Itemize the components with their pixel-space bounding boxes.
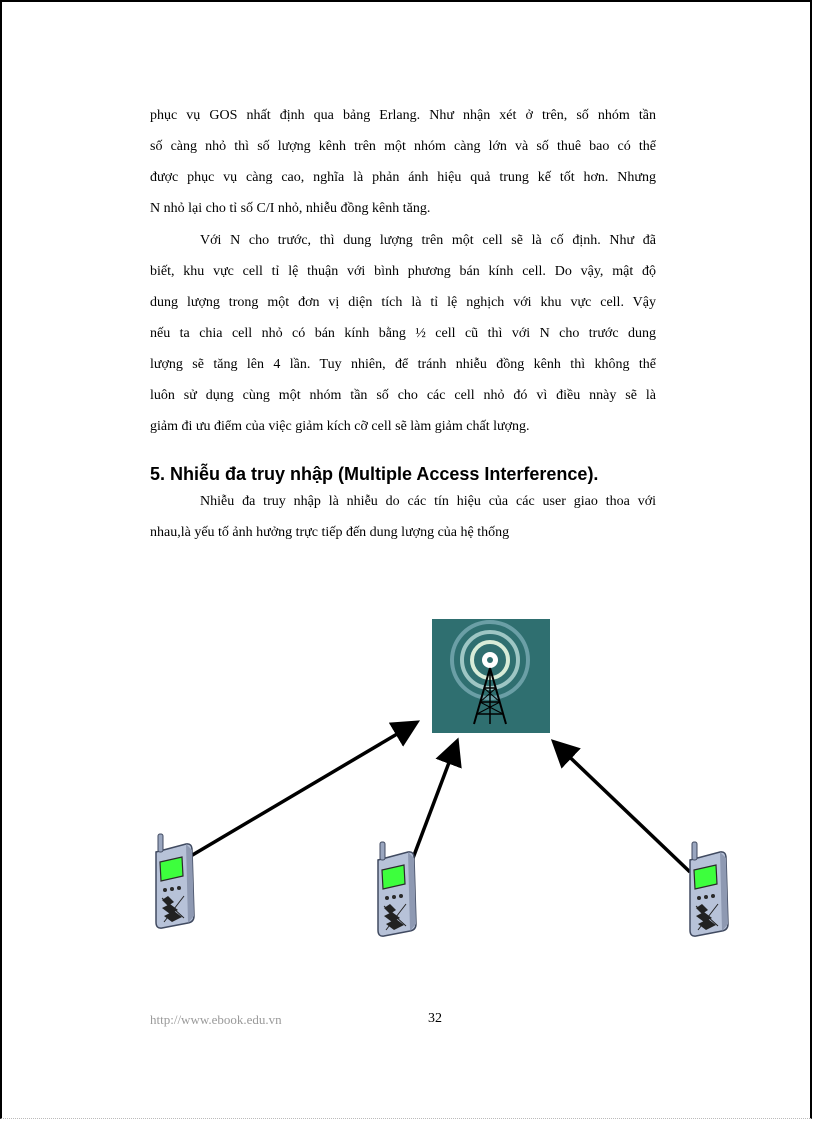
text-line: Nhiễu đa truy nhập là nhiễu do các tín hiệu của các user giao thoa với	[200, 494, 656, 509]
text-line: số càng nhỏ thì số lượng kênh trên một nhóm càng lớn và số thuê bao có thể	[150, 139, 656, 154]
text-line: giảm đi ưu điểm của việc giảm kích cỡ cell sẽ làm giảm chất lượng.	[150, 419, 530, 434]
text-line: phục vụ GOS nhất định qua bảng Erlang. Như nhận xét ở trên, số nhóm tần	[150, 108, 656, 123]
uplink-arrow-left	[184, 724, 414, 860]
text-line: biết, khu vực cell tỉ lệ thuận với bình phương bán kính cell. Do vậy, mật độ	[150, 264, 656, 279]
mobile-phone-icon	[378, 842, 416, 936]
text-line: dung lượng trong một đơn vị diện tích là tỉ lệ nghịch với khu vực cell. Vậy	[150, 295, 656, 310]
text-line: được phục vụ càng cao, nghĩa là phản ánh hiệu quả trung kế tốt hơn. Nhưng	[150, 170, 656, 185]
text-line: luôn sử dụng cùng một nhóm tần số cho các cell nhỏ đó vì điều nnày sẽ là	[150, 388, 656, 403]
mobile-phone-icon	[690, 842, 728, 936]
text-line: Với N cho trước, thì dung lượng trên một cell sẽ là cố định. Như đã	[200, 233, 656, 248]
page-number: 32	[428, 1011, 442, 1026]
radio-tower-icon	[432, 619, 550, 733]
text-line: N nhỏ lại cho tỉ số C/I nhỏ, nhiễu đồng kênh tăng.	[150, 201, 431, 216]
text-line: lượng sẽ tăng lên 4 lần. Tuy nhiên, để tránh nhiễu đồng kênh thì không thể	[150, 357, 656, 372]
mobile-phone-icon	[156, 834, 194, 928]
uplink-arrow-right	[556, 744, 690, 872]
section-heading: 5. Nhiễu đa truy nhập (Multiple Access Interference).	[150, 464, 599, 484]
text-line: nếu ta chia cell nhỏ có bán kính bằng ½ cell cũ thì với N cho trước dung	[150, 326, 656, 341]
uplink-arrow-middle	[410, 744, 456, 866]
footer-url: http://www.ebook.edu.vn	[150, 1012, 282, 1027]
text-line: nhau,là yếu tố ảnh hưởng trực tiếp đến dung lượng của hệ thống	[150, 525, 510, 540]
